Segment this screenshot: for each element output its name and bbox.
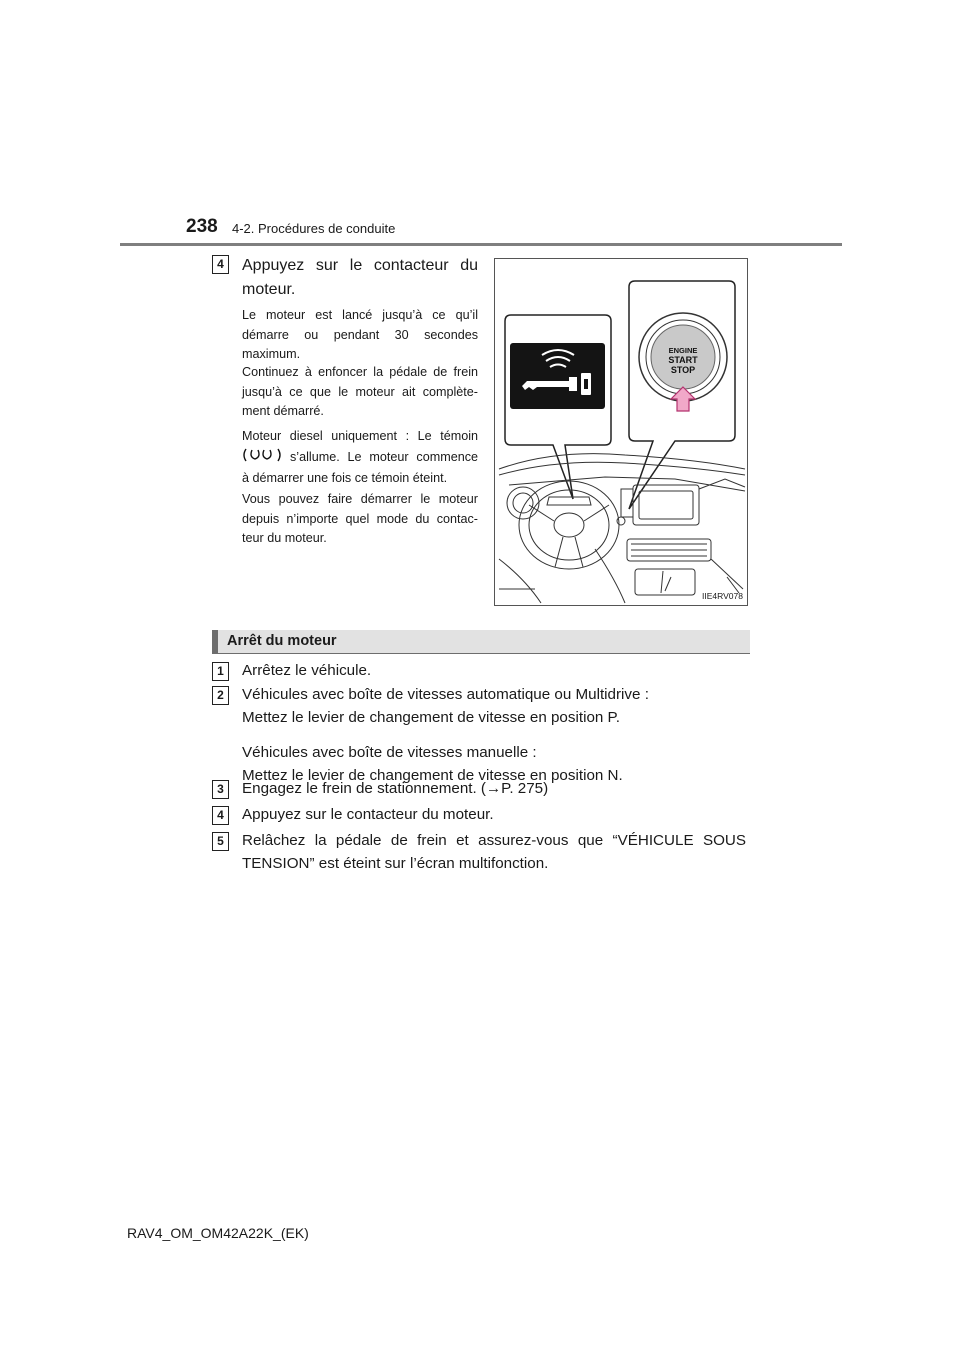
dashboard-drawing bbox=[495, 259, 748, 606]
step-text: Appuyez sur le contacteur du moteur. bbox=[242, 806, 494, 823]
glow-plug-icon bbox=[242, 447, 282, 470]
note-diesel-line1: Moteur diesel uniquement : Le témoin bbox=[242, 429, 478, 443]
subsection-header bbox=[212, 630, 750, 654]
step-badge: 2 bbox=[212, 686, 229, 705]
step-badge: 1 bbox=[212, 662, 229, 681]
step-text: Arrêtez le véhicule. bbox=[242, 662, 372, 679]
header-rule bbox=[120, 243, 842, 246]
engine-button-label-2: START bbox=[668, 355, 698, 365]
engine-button-label-1: ENGINE bbox=[668, 346, 698, 355]
step-heading-line2: moteur. bbox=[242, 281, 296, 298]
note-diesel-line3: à démarrer une fois ce témoin éteint. bbox=[242, 471, 448, 485]
subsection-title: Arrêt du moteur bbox=[227, 633, 337, 649]
step-heading bbox=[242, 254, 478, 302]
note-any-mode: Vous pouvez faire démarrer le moteur depuis n’importe quel mode du contac-teur du moteur. bbox=[242, 492, 478, 545]
figure-code: IIE4RV078 bbox=[702, 591, 743, 601]
step-text: Engagez le frein de stationnement. (→P. 275) bbox=[242, 780, 549, 797]
note-diesel bbox=[242, 427, 478, 489]
step-badge: 3 bbox=[212, 780, 229, 799]
step-badge: 4 bbox=[212, 806, 229, 825]
step-badge: 5 bbox=[212, 832, 229, 851]
note-diesel-line2-text: s’allume. Le moteur commence bbox=[290, 450, 478, 464]
note-cranking: Le moteur est lancé jusqu’à ce qu’il démarre ou pendant 30 secondes maximum. bbox=[242, 308, 478, 361]
step-text: Relâchez la pédale de frein et assurez-vous que “VÉHICULE SOUS TENSION” est éteint sur l’écran multifonction. bbox=[242, 832, 746, 872]
page-number: 238 bbox=[186, 216, 218, 237]
step-text bbox=[242, 683, 746, 787]
step-text-line: Mettez le levier de changement de vitesse en position N. bbox=[242, 767, 623, 784]
note-diesel-line2 bbox=[242, 447, 478, 470]
dashboard-lineart bbox=[499, 454, 745, 603]
engine-button-label-3: STOP bbox=[670, 365, 696, 375]
note-brake: Continuez à enfoncer la pédale de frein jusqu’à ce que le moteur ait complète-ment démarré. bbox=[242, 365, 478, 418]
step-badge: 4 bbox=[212, 255, 229, 274]
step-text-line: Mettez le levier de changement de vitesse en position P. bbox=[242, 709, 620, 726]
dashboard-illustration bbox=[494, 258, 748, 606]
section-title: 4-2. Procédures de conduite bbox=[232, 221, 396, 236]
footer-code: RAV4_OM_OM42A22K_(EK) bbox=[127, 1225, 309, 1241]
step-text-line: Véhicules avec boîte de vitesses automatique ou Multidrive : bbox=[242, 686, 649, 703]
step-heading-line1: Appuyez sur le contacteur du bbox=[242, 257, 478, 274]
step-text-line: Véhicules avec boîte de vitesses manuelle : bbox=[242, 744, 537, 761]
